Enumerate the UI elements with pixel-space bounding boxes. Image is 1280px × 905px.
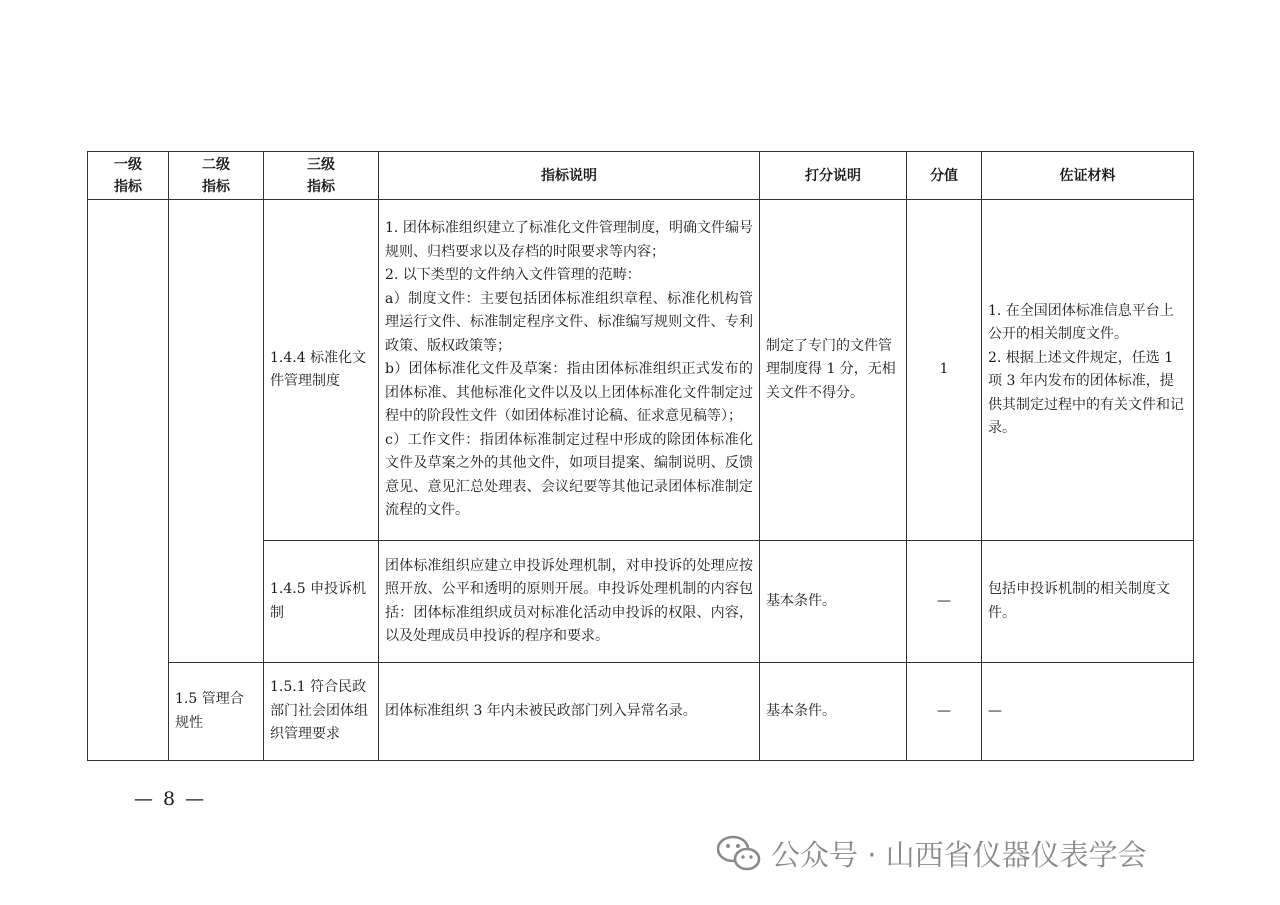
evidence-cell: 包括申投诉机制的相关制度文件。	[982, 541, 1194, 663]
header-level3: 三级 指标	[264, 152, 379, 200]
scoring-cell: 基本条件。	[760, 541, 907, 663]
evidence-cell: 1. 在全国团体标准信息平台上公开的相关制度文件。 2. 根据上述文件规定，任选 1 项 3 年内发布的团体标准，提供其制定过程中的有关文件和记录。	[982, 200, 1194, 541]
table-row	[88, 200, 1194, 541]
level1-cell	[88, 200, 169, 761]
scoring-cell: 制定了专门的文件管理制度得 1 分，无相关文件不得分。	[760, 200, 907, 541]
level2-cell	[169, 200, 264, 663]
header-level2: 二级 指标	[169, 152, 264, 200]
description-cell: 团体标准组织 3 年内未被民政部门列入异常名录。	[379, 663, 760, 761]
score-cell: —	[907, 541, 982, 663]
indicator-table	[87, 151, 1194, 761]
header-level1: 一级 指标	[88, 152, 169, 200]
header-row	[88, 152, 1194, 200]
description-cell: 1. 团体标准组织建立了标准化文件管理制度，明确文件编号规则、归档要求以及存档的时限要求等内容； 2. 以下类型的文件纳入文件管理的范畴： a）制度文件：主要包括团体标准组织章程、标准化机构管理运行文件、标准制定程序文件、标准编写规则文件、专利政策、版权政策等； b）团体标准化文件及草案：指由团体标准组织正式发布的团体标准、其他标准化文件以及以上团体标准化文件制定过程中的阶段性文件（如团体标准讨论稿、征求意见稿等）； c）工作文件：指团体标准制定过程中形成的除团体标准化文件及草案之外的其他文件，如项目提案、编制说明、反馈意见、意见汇总处理表、会议纪要等其他记录团体标准制定流程的文件。	[379, 200, 760, 541]
header-description: 指标说明	[379, 152, 760, 200]
description-cell: 团体标准组织应建立申投诉处理机制，对申投诉的处理应按照开放、公平和透明的原则开展。申投诉处理机制的内容包括：团体标准组织成员对标准化活动申投诉的权限、内容，以及处理成员申投诉的程序和要求。	[379, 541, 760, 663]
page-number: — 8 —	[134, 788, 207, 810]
level3-cell: 1.5.1 符合民政部门社会团体组织管理要求	[264, 663, 379, 761]
evidence-cell: —	[982, 663, 1194, 761]
watermark-text: 公众号 · 山西省仪器仪表学会	[771, 837, 1147, 872]
level2-cell: 1.5 管理合规性	[169, 663, 264, 761]
header-score: 分值	[907, 152, 982, 200]
score-cell: 1	[907, 200, 982, 541]
score-cell: —	[907, 663, 982, 761]
table-row	[88, 663, 1194, 761]
scoring-cell: 基本条件。	[760, 663, 907, 761]
header-scoring: 打分说明	[760, 152, 907, 200]
header-evidence: 佐证材料	[982, 152, 1194, 200]
watermark	[717, 833, 1147, 873]
level3-cell: 1.4.4 标准化文件管理制度	[264, 200, 379, 541]
level3-cell: 1.4.5 申投诉机制	[264, 541, 379, 663]
wechat-icon	[717, 835, 761, 871]
